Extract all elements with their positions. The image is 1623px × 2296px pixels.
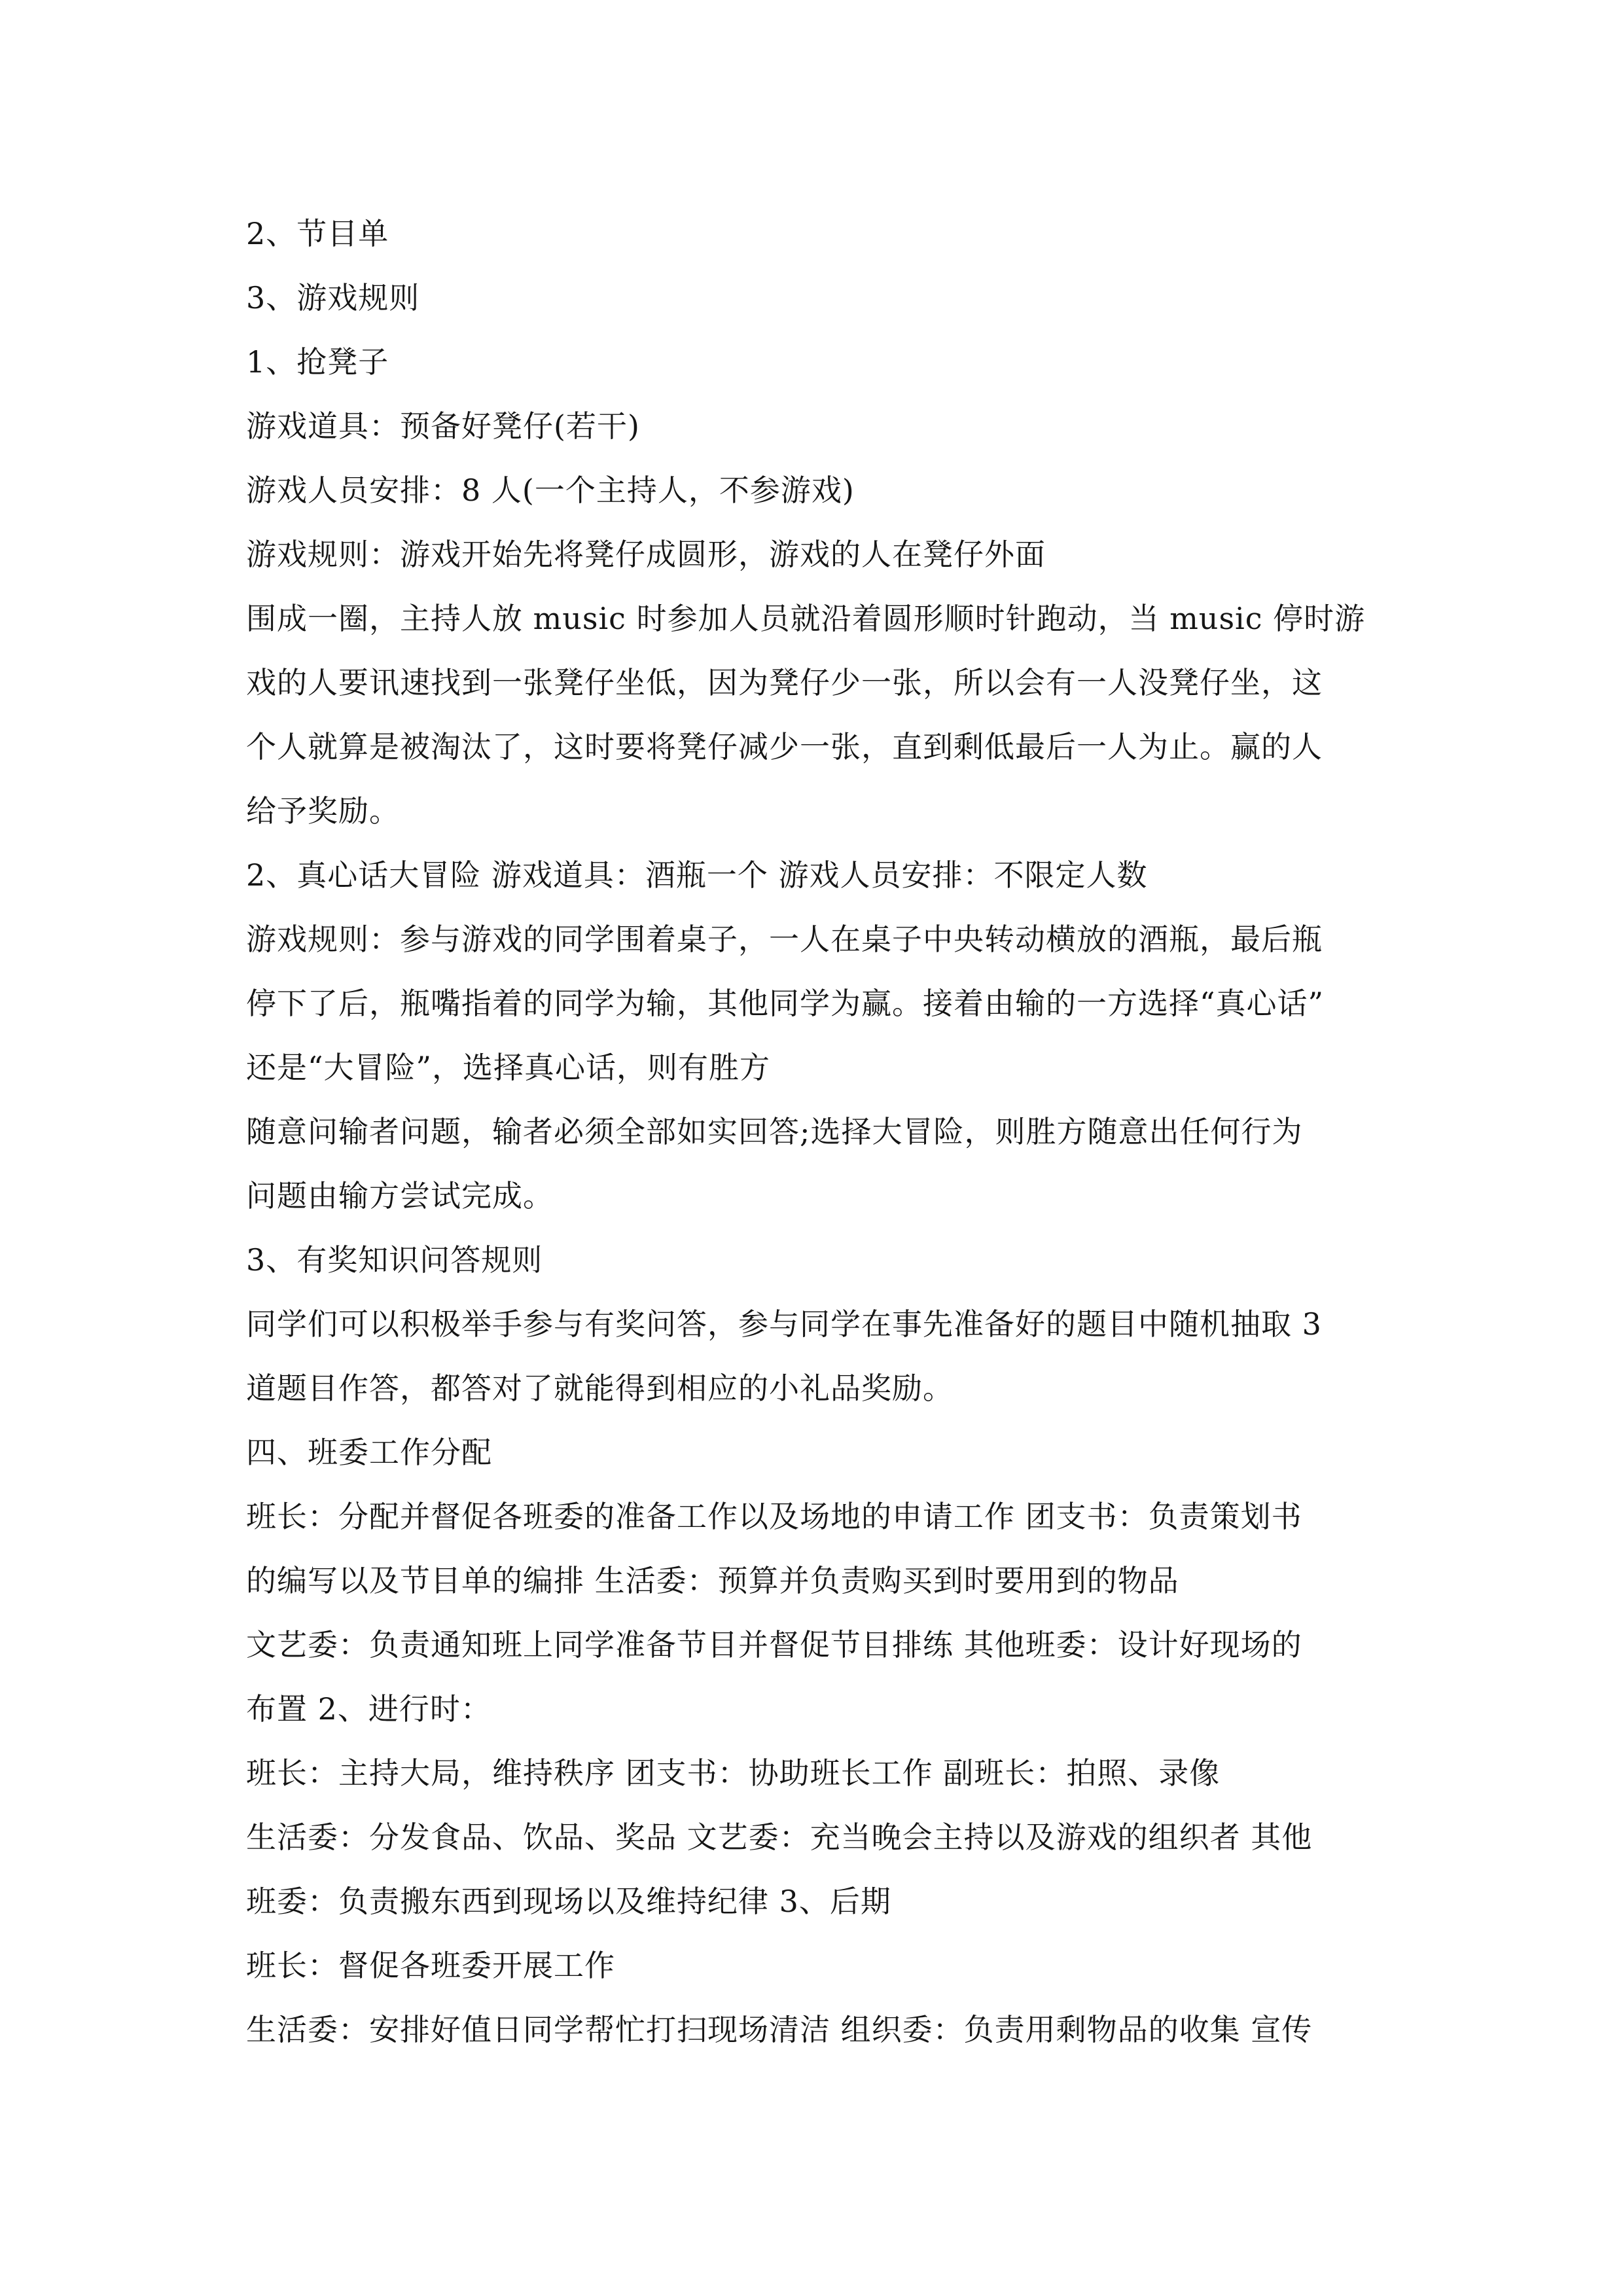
text-line: 个人就算是被淘汰了，这时要将凳仔减少一张，直到剩低最后一人为止。赢的人: [246, 729, 1323, 764]
text-line: 四、班委工作分配: [246, 1435, 492, 1470]
text-line: 生活委：分发食品、饮品、奖品 文艺委：充当晚会主持以及游戏的组织者 其他: [246, 1820, 1313, 1855]
text-line: 文艺委：负责通知班上同学准备节目并督促节目排练 其他班委：设计好现场的: [246, 1627, 1302, 1662]
text-line: 随意问输者问题，输者必须全部如实回答;选择大冒险，则胜方随意出任何行为: [246, 1114, 1303, 1149]
text-line: 班长：督促各班委开展工作: [246, 1948, 615, 1983]
text-line: 游戏道具：预备好凳仔(若干): [246, 408, 640, 444]
text-line: 生活委：安排好值日同学帮忙打扫现场清洁 组织委：负责用剩物品的收集 宣传: [246, 2012, 1313, 2047]
text-line: 还是“大冒险”，选择真心话，则有胜方: [246, 1050, 771, 1085]
text-line: 道题目作答，都答对了就能得到相应的小礼品奖励。: [246, 1371, 954, 1406]
text-line: 戏的人要讯速找到一张凳仔坐低，因为凳仔少一张，所以会有一人没凳仔坐，这: [246, 665, 1323, 700]
text-line: 3、游戏规则: [246, 280, 420, 315]
text-line: 2、节目单: [246, 216, 389, 251]
text-line: 布置 2、进行时：: [246, 1691, 491, 1727]
document-body: [246, 202, 1377, 2062]
text-line: 围成一圈，主持人放 music 时参加人员就沿着圆形顺时针跑动，当 music 停时游: [246, 601, 1366, 636]
text-line: 1、抢凳子: [246, 344, 389, 380]
text-line: 问题由输方尝试完成。: [246, 1178, 554, 1213]
text-line: 班委：负责搬东西到现场以及维持纪律 3、后期: [246, 1884, 891, 1919]
text-line: 给予奖励。: [246, 793, 400, 829]
text-line: 班长：分配并督促各班委的准备工作以及场地的申请工作 团支书：负责策划书: [246, 1499, 1302, 1534]
text-line: 停下了后，瓶嘴指着的同学为输，其他同学为赢。接着由输的一方选择“真心话”: [246, 986, 1325, 1021]
text-line: 2、真心话大冒险 游戏道具：酒瓶一个 游戏人员安排：不限定人数: [246, 857, 1148, 893]
text-line: 3、有奖知识问答规则: [246, 1242, 543, 1278]
text-line: 游戏规则：游戏开始先将凳仔成圆形，游戏的人在凳仔外面: [246, 537, 1046, 572]
text-line: 游戏人员安排：8 人(一个主持人，不参游戏): [246, 473, 855, 508]
text-line: 的编写以及节目单的编排 生活委：预算并负责购买到时要用到的物品: [246, 1563, 1179, 1598]
text-line: 班长：主持大局，维持秩序 团支书：协助班长工作 副班长：拍照、录像: [246, 1755, 1221, 1791]
text-line: 同学们可以积极举手参与有奖问答，参与同学在事先准备好的题目中随机抽取 3: [246, 1306, 1322, 1342]
text-line: 游戏规则：参与游戏的同学围着桌子，一人在桌子中央转动横放的酒瓶，最后瓶: [246, 922, 1323, 957]
